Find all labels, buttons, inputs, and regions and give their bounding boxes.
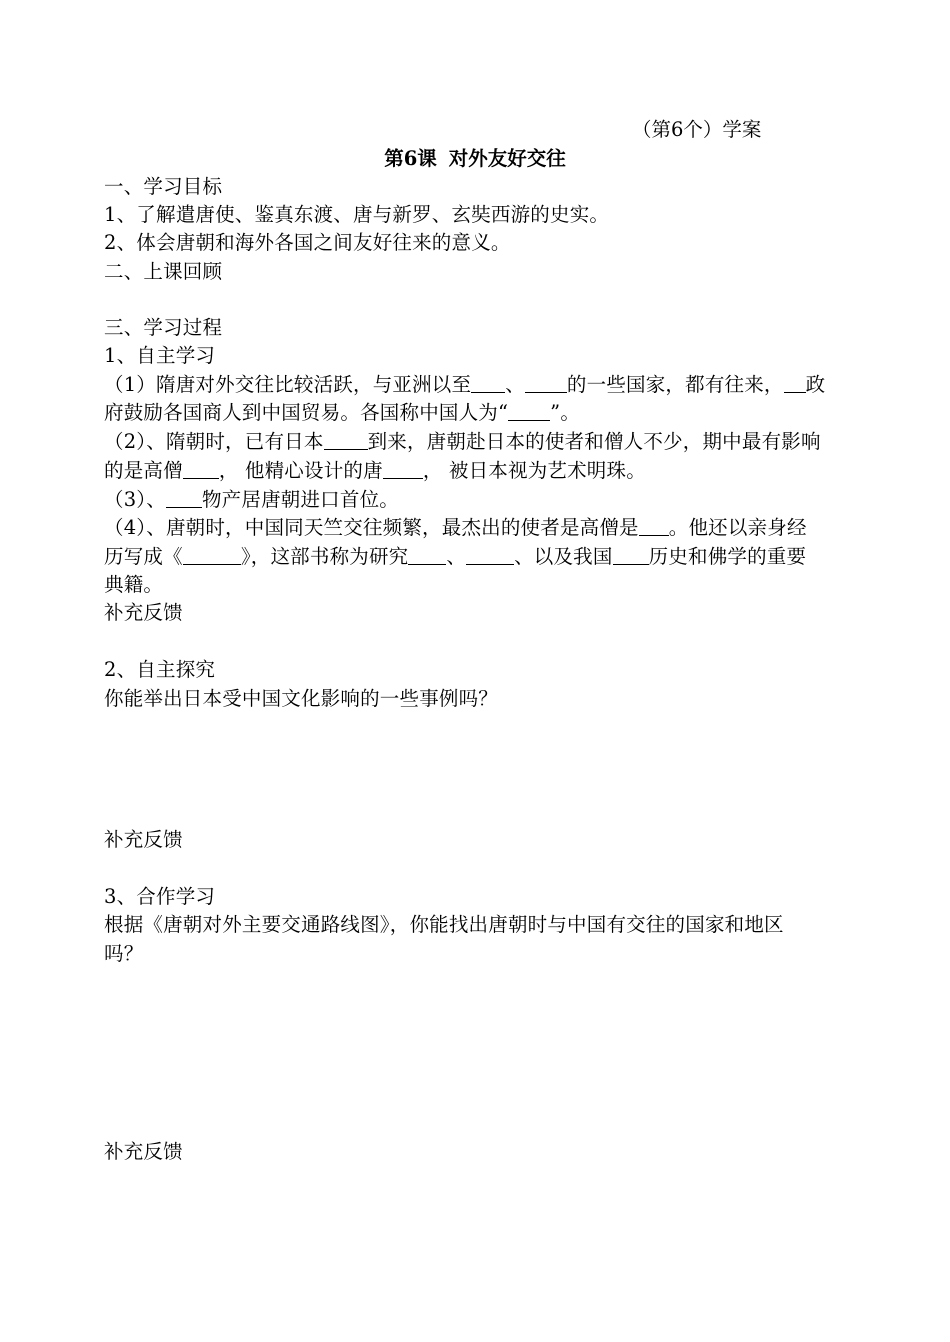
section-heading-process: 三、学习过程 <box>104 316 223 339</box>
fill-blank[interactable] <box>784 372 806 393</box>
question-4-line-3: 典籍。 <box>104 573 164 596</box>
objective-item: 1、了解遣唐使、鉴真东渡、唐与新罗、玄奘西游的史实。 <box>104 203 610 226</box>
inquiry-question: 你能举出日本受中国文化影响的一些事例吗？ <box>104 687 499 710</box>
lesson-name: 对外友好交往 <box>448 147 566 170</box>
section-heading-review: 二、上课回顾 <box>104 260 223 283</box>
fill-blank[interactable] <box>471 372 505 393</box>
fill-blank[interactable] <box>183 544 241 565</box>
fill-blank[interactable] <box>166 487 202 508</box>
fill-blank[interactable] <box>508 400 550 421</box>
feedback-label: 补充反馈 <box>104 828 183 851</box>
fill-blank[interactable] <box>383 458 423 479</box>
question-1-line-2: 府鼓励各国商人到中国贸易。各国称中国人为“ ”。 <box>104 401 581 424</box>
question-2-line-1: （2）、隋朝时，已有日本 到来，唐朝赴日本的使者和僧人不少，期中最有影响 <box>104 430 821 453</box>
fill-blank[interactable] <box>324 429 368 450</box>
cooperation-question-line-2: 吗？ <box>104 942 144 965</box>
fill-blank[interactable] <box>525 372 567 393</box>
fill-blank[interactable] <box>466 544 514 565</box>
feedback-label: 补充反馈 <box>104 601 183 624</box>
fill-blank[interactable] <box>613 544 649 565</box>
question-3-line: （3）、 物产居唐朝进口首位。 <box>104 488 399 511</box>
fill-blank[interactable] <box>408 544 446 565</box>
section-heading-objectives: 一、学习目标 <box>104 175 223 198</box>
lesson-title <box>0 145 950 173</box>
lesson-number: 第6课 <box>384 147 437 170</box>
question-1-line-1: （1）隋唐对外交往比较活跃，与亚洲以至 、 的一些国家，都有往来， 政 <box>104 373 826 396</box>
fill-blank[interactable] <box>183 458 219 479</box>
subsection-heading: 1、自主学习 <box>104 344 216 367</box>
document-label: （第6个）学案 <box>632 118 762 141</box>
fill-blank[interactable] <box>639 515 669 536</box>
subsection-heading: 2、自主探究 <box>104 658 216 681</box>
question-4-line-1: （4）、唐朝时，中国同天竺交往频繁，最杰出的使者是高僧是 。他还以亲身经 <box>104 516 807 539</box>
question-4-line-2: 历写成《 》，这部书称为研究 、 、以及我国 历史和佛学的重要 <box>104 545 807 568</box>
subsection-heading: 3、合作学习 <box>104 885 216 908</box>
cooperation-question-line-1: 根据《唐朝对外主要交通路线图》，你能找出唐朝时与中国有交往的国家和地区 <box>104 913 784 936</box>
feedback-label: 补充反馈 <box>104 1140 183 1163</box>
question-2-line-2: 的是高僧 ， 他精心设计的唐 ， 被日本视为艺术明珠。 <box>104 459 646 482</box>
objective-item: 2、体会唐朝和海外各国之间友好往来的意义。 <box>104 231 511 254</box>
